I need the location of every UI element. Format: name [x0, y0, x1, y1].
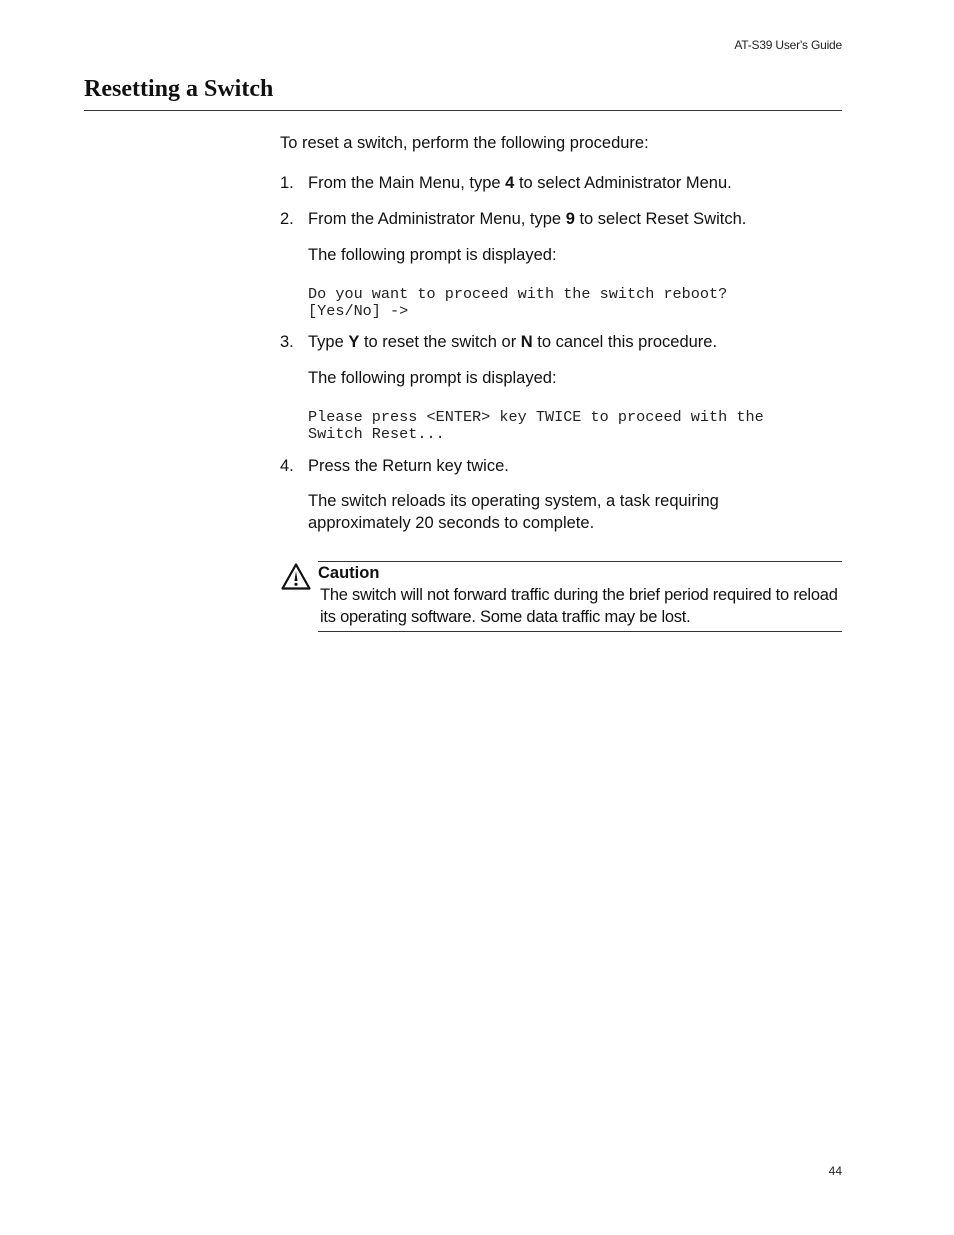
- step-text: From the Main Menu, type: [308, 174, 506, 192]
- step-number: 1.: [280, 174, 294, 192]
- caution-text: The switch will not forward traffic during the brief period required to reload its operating software. Some data traffic may be lost.: [320, 586, 838, 626]
- title-rule: [84, 110, 842, 111]
- running-header: AT-S39 User's Guide: [734, 38, 842, 52]
- step-4: [280, 455, 509, 477]
- caution-title: Caution: [318, 564, 380, 582]
- step-number: 3.: [280, 333, 294, 351]
- step-text: to select Administrator Menu.: [514, 174, 732, 192]
- step-number: 2.: [280, 210, 294, 228]
- step-key: 9: [565, 210, 575, 228]
- step-text: Type: [308, 333, 349, 351]
- page-number: 44: [828, 1164, 842, 1178]
- step-key: 4: [505, 174, 515, 192]
- step-text: to reset the switch or: [359, 333, 521, 351]
- prompt-label: The following prompt is displayed:: [308, 369, 557, 387]
- step-3: [280, 331, 717, 353]
- step-key: Y: [348, 333, 360, 351]
- warning-triangle-icon: [281, 563, 311, 590]
- step-2: [280, 208, 746, 230]
- step-text: Press the Return key twice.: [308, 457, 509, 475]
- step-text: From the Administrator Menu, type: [308, 210, 566, 228]
- step-text: to select Reset Switch.: [574, 210, 747, 228]
- step-1: [280, 172, 732, 194]
- intro-paragraph: To reset a switch, perform the following procedure:: [280, 134, 649, 152]
- reload-paragraph: The switch reloads its operating system, a task requiring approximately 20 seconds to complete.: [308, 492, 719, 532]
- prompt-label: The following prompt is displayed:: [308, 246, 557, 264]
- step-key: N: [520, 333, 533, 351]
- code-prompt-reboot: Do you want to proceed with the switch reboot? [Yes/No] ->: [308, 285, 728, 320]
- step-text: to cancel this procedure.: [532, 333, 718, 351]
- step-number: 4.: [280, 457, 294, 475]
- code-prompt-reset: Please press <ENTER> key TWICE to proceed with the Switch Reset...: [308, 408, 764, 443]
- section-title: Resetting a Switch: [84, 76, 274, 102]
